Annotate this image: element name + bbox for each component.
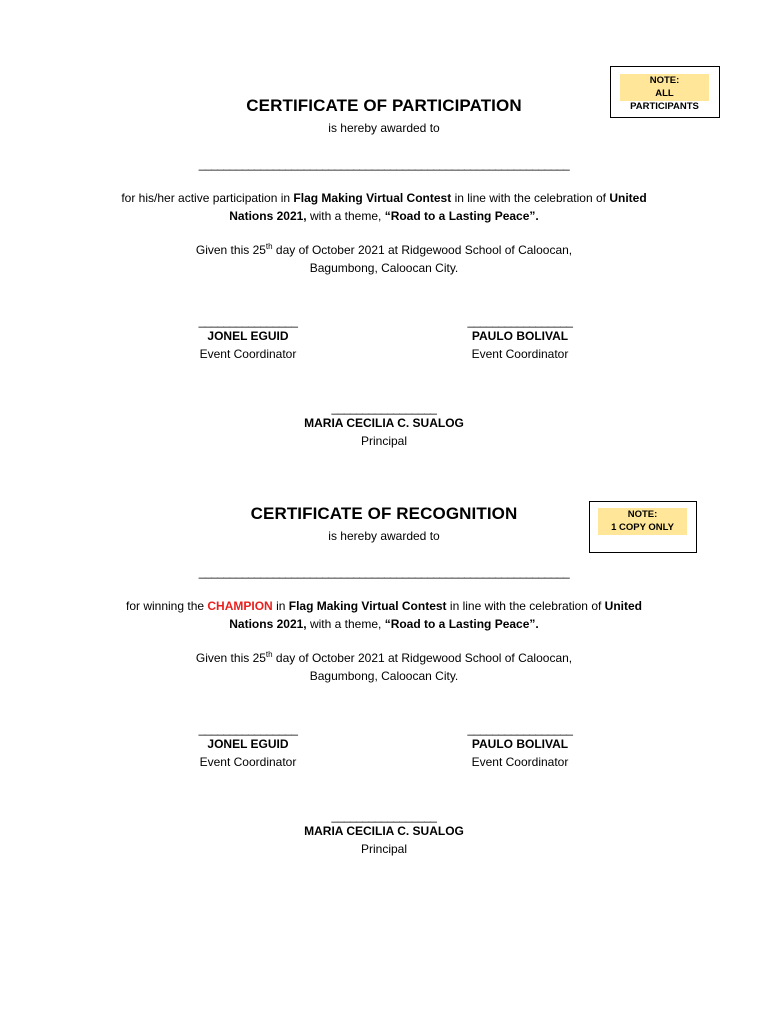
recipient-name-line: ____________________________________________________________ xyxy=(198,157,570,171)
body-line-2 xyxy=(0,615,768,633)
given-line-2: Bagumbong, Caloocan City. xyxy=(309,669,459,683)
given-statement xyxy=(0,649,768,685)
body-text: with a theme, xyxy=(306,209,385,223)
body-line-1 xyxy=(0,189,768,207)
body-bold-text: United xyxy=(604,599,642,613)
body-text: in line with the celebration of xyxy=(451,191,610,205)
certificate-body xyxy=(0,189,768,225)
body-text: in xyxy=(272,599,289,613)
signature-line: _________________ xyxy=(331,401,437,415)
given-text: day of October 2021 at Ridgewood School of Caloocan, xyxy=(272,651,573,665)
date-suffix: th xyxy=(265,650,273,659)
note-label: NOTE: xyxy=(649,75,680,86)
signatory-role: Principal xyxy=(360,842,408,856)
awarded-text: is hereby awarded to xyxy=(328,121,440,135)
note-text: 1 COPY ONLY xyxy=(611,522,674,533)
signature-left xyxy=(180,315,316,363)
certificate-title: CERTIFICATE OF PARTICIPATION xyxy=(246,96,522,115)
certificate-body xyxy=(0,597,768,633)
signatory-name: MARIA CECILIA C. SUALOG xyxy=(304,416,464,430)
signature-line: _________________ xyxy=(467,722,573,736)
certificate-title: CERTIFICATE OF RECOGNITION xyxy=(250,504,518,523)
body-text: in line with the celebration of xyxy=(446,599,605,613)
given-text: Given this 25 xyxy=(195,651,266,665)
signatory-name: JONEL EGUID xyxy=(207,329,289,343)
signature-line: _________________ xyxy=(331,809,437,823)
theme-text: “Road to a Lasting Peace”. xyxy=(384,209,539,223)
recipient-name-line: ____________________________________________________________ xyxy=(198,565,570,579)
signature-principal xyxy=(284,402,484,450)
contest-name: Flag Making Virtual Contest xyxy=(293,191,452,205)
signatory-role: Event Coordinator xyxy=(199,755,297,769)
signatory-name: JONEL EGUID xyxy=(207,737,289,751)
body-bold-text: Nations 2021, xyxy=(229,209,307,223)
body-text: for winning the xyxy=(126,599,208,613)
body-text: for his/her active participation in xyxy=(121,191,294,205)
signature-right xyxy=(452,723,588,771)
signatory-name: MARIA CECILIA C. SUALOG xyxy=(304,824,464,838)
given-line-1 xyxy=(0,649,768,667)
given-statement xyxy=(0,241,768,277)
signatory-role: Event Coordinator xyxy=(471,347,569,361)
signature-right xyxy=(452,315,588,363)
given-line-2: Bagumbong, Caloocan City. xyxy=(309,261,459,275)
signature-line: _________________ xyxy=(467,314,573,328)
signature-line: ________________ xyxy=(198,314,298,328)
award-title: CHAMPION xyxy=(207,599,273,613)
signatory-role: Principal xyxy=(360,434,408,448)
signatory-role: Event Coordinator xyxy=(471,755,569,769)
signature-left xyxy=(180,723,316,771)
signatory-role: Event Coordinator xyxy=(199,347,297,361)
body-line-2 xyxy=(0,207,768,225)
signatory-name: PAULO BOLIVAL xyxy=(471,329,569,343)
awarded-text: is hereby awarded to xyxy=(328,529,440,543)
note-text: ALL PARTICIPANTS xyxy=(630,88,699,112)
date-suffix: th xyxy=(265,242,273,251)
signature-line: ________________ xyxy=(198,722,298,736)
signatory-name: PAULO BOLIVAL xyxy=(471,737,569,751)
contest-name: Flag Making Virtual Contest xyxy=(288,599,447,613)
note-label: NOTE: xyxy=(627,509,658,520)
given-text: Given this 25 xyxy=(195,243,266,257)
body-text: with a theme, xyxy=(306,617,385,631)
body-bold-text: Nations 2021, xyxy=(229,617,307,631)
signature-principal xyxy=(284,810,484,858)
theme-text: “Road to a Lasting Peace”. xyxy=(384,617,539,631)
given-text: day of October 2021 at Ridgewood School of Caloocan, xyxy=(272,243,573,257)
given-line-1 xyxy=(0,241,768,259)
body-line-1 xyxy=(0,597,768,615)
body-bold-text: United xyxy=(609,191,647,205)
